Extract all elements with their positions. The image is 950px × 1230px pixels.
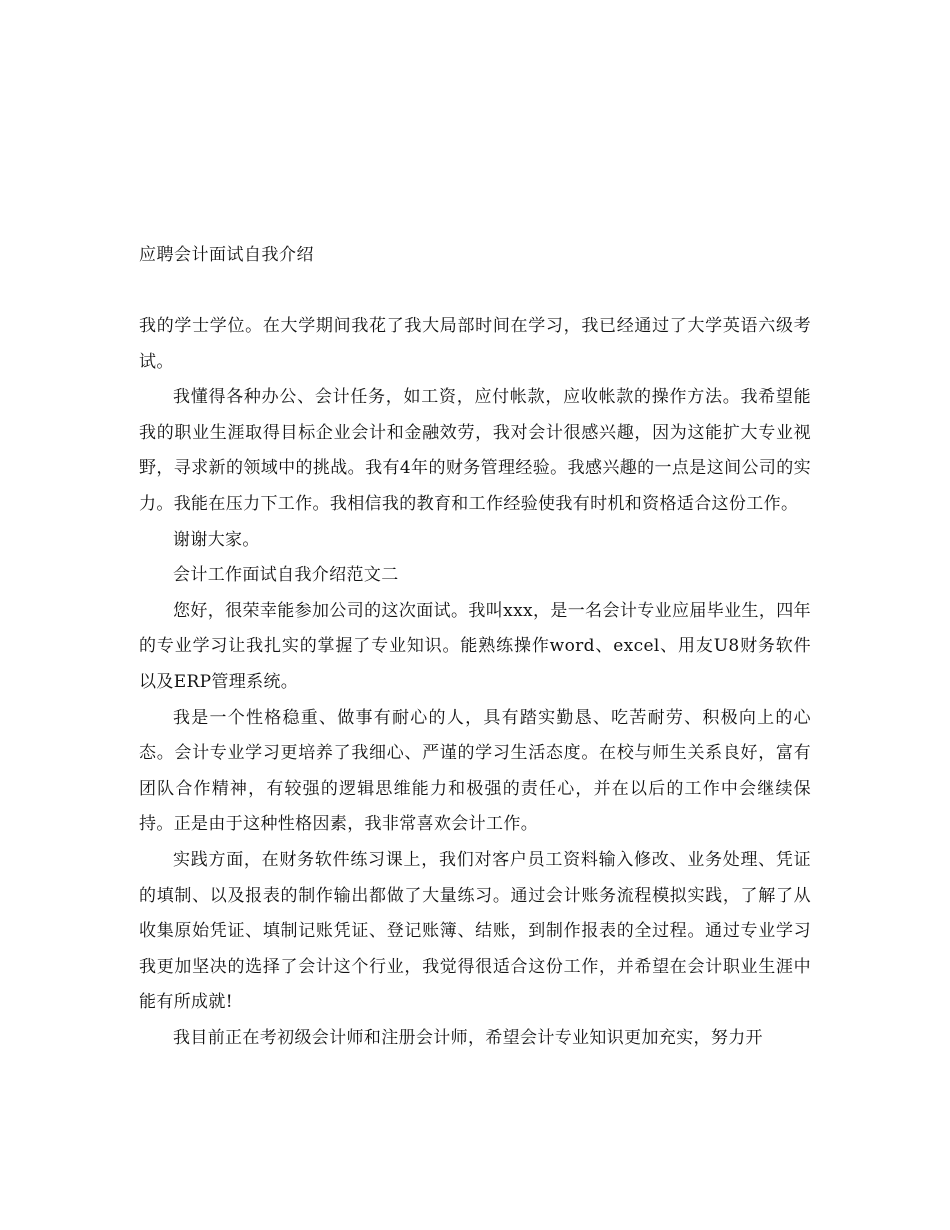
document-body <box>139 309 811 1056</box>
paragraph-skills: 我懂得各种办公、会计任务，如工资，应付帐款，应收帐款的操作方法。我希望能我的职业生涯取得目标企业会计和金融效劳，我对会计很感兴趣，因为这能扩大专业视野，寻求新的领域中的挑战。我有4年的财务管理经验。我感兴趣的一点是这间公司的实力。我能在压力下工作。我相信我的教育和工作经验使我有时机和资格适合这份工作。 <box>139 387 811 514</box>
document-title: 应聘会计面试自我介绍 <box>139 245 314 265</box>
paragraph-thanks: 谢谢大家。 <box>173 529 260 550</box>
paragraph-personality: 我是一个性格稳重、做事有耐心的人，具有踏实勤恳、吃苦耐劳、积极向上的心态。会计专业学习更培养了我细心、严谨的学习生活态度。在校与师生关系良好，富有团队合作精神，有较强的逻辑思维能力和极强的责任心，并在以后的工作中会继续保持。正是由于这种性格因素，我非常喜欢会计工作。 <box>139 707 811 835</box>
section-heading-sample-two: 会计工作面试自我介绍范文二 <box>173 565 399 586</box>
paragraph-continuation: 我的学士学位。在大学期间我花了我大局部时间在学习，我已经通过了大学英语六级考试。 <box>139 316 811 372</box>
paragraph-exams: 我目前正在考初级会计师和注册会计师，希望会计专业知识更加充实，努力开 <box>173 1027 763 1048</box>
paragraph-greeting: 您好，很荣幸能参加公司的这次面试。我叫xxx，是一名会计专业应届毕业生，四年的专业学习让我扎实的掌握了专业知识。能熟练操作word、excel、用友U8财务软件以及ERP管理系统。 <box>139 600 811 692</box>
paragraph-practice: 实践方面，在财务软件练习课上，我们对客户员工资料输入修改、业务处理、凭证的填制、以及报表的制作输出都做了大量练习。通过会计账务流程模拟实践，了解了从收集原始凭证、填制记账凭证、登记账簿、结账，到制作报表的全过程。通过专业学习我更加坚决的选择了会计这个行业，我觉得很适合这份工作，并希望在会计职业生涯中能有所成就! <box>139 849 811 1013</box>
